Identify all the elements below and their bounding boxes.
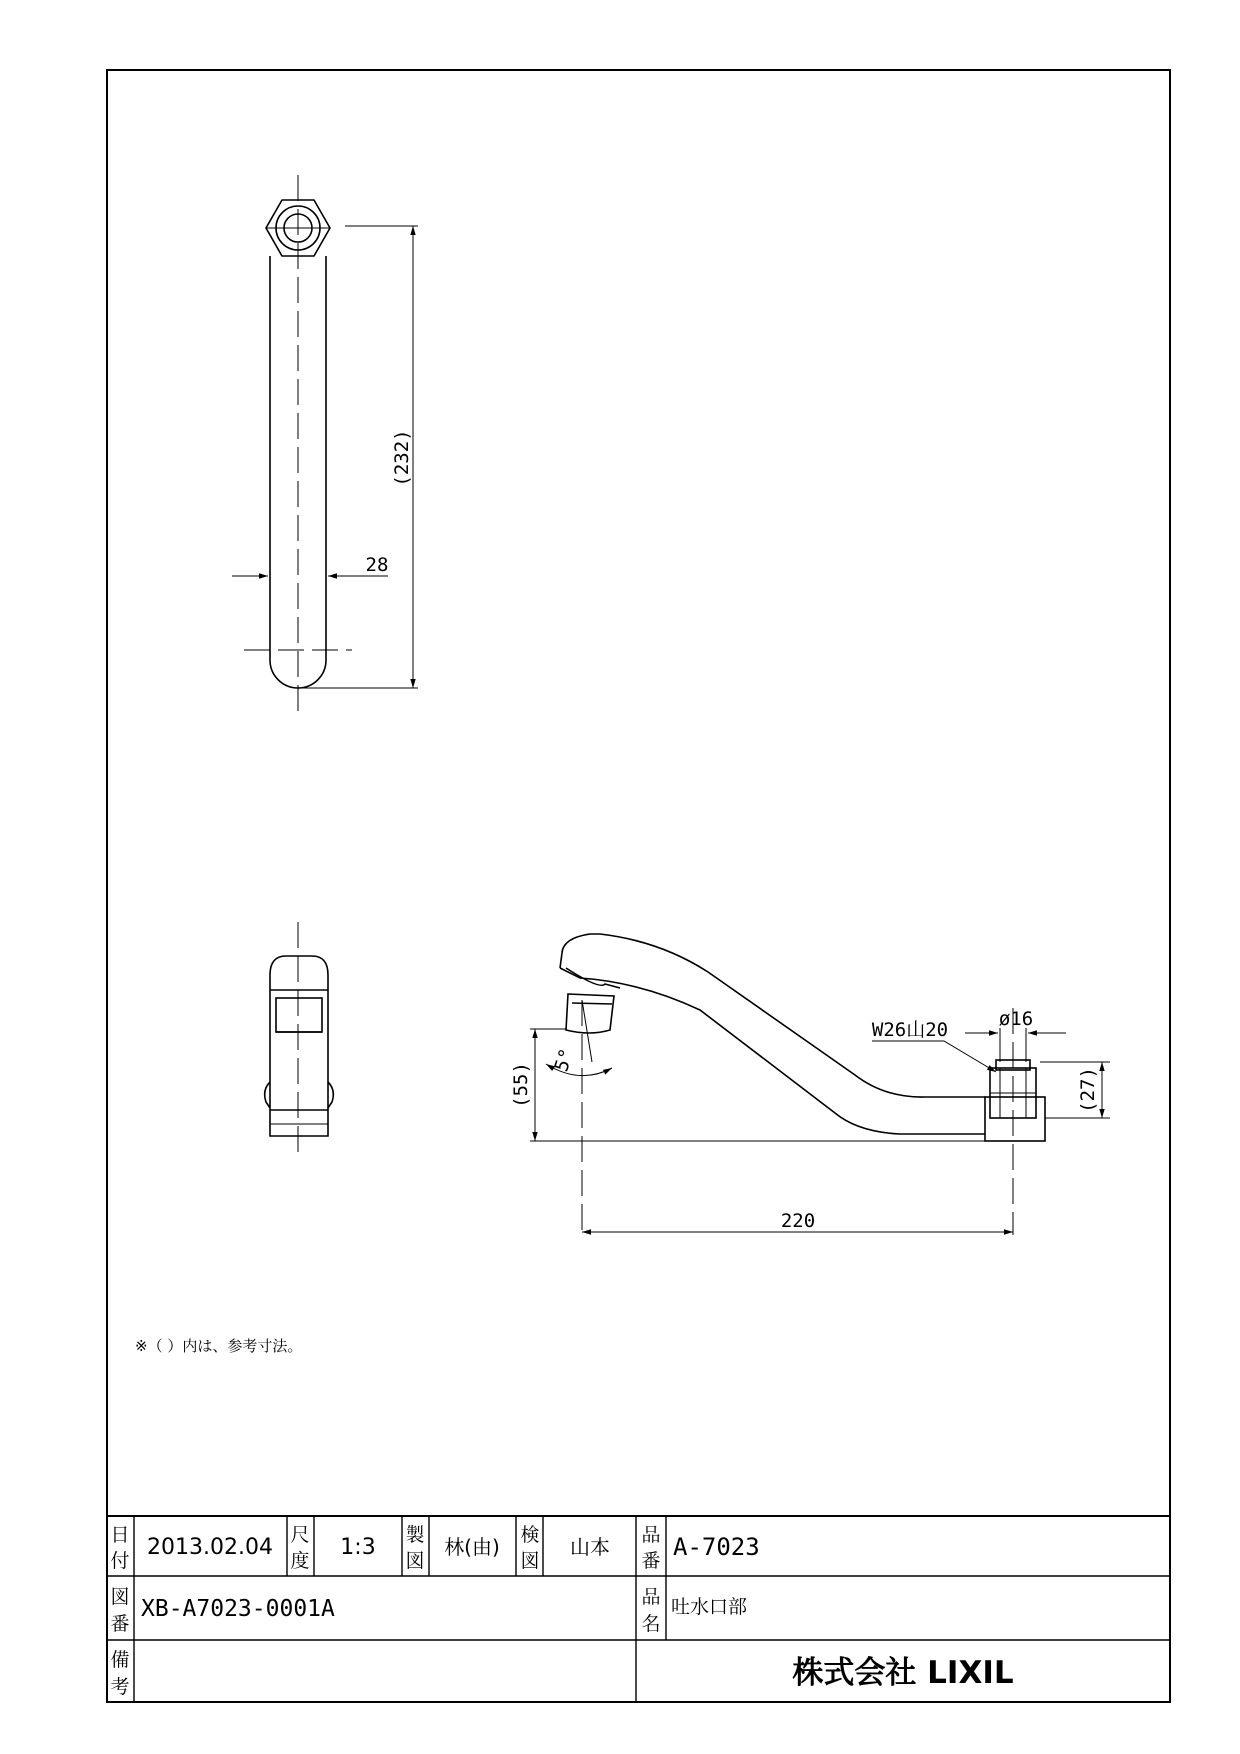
drawing-border xyxy=(107,70,1170,1702)
value-date: 2013.02.04 xyxy=(147,1535,273,1560)
label-part-name-1: 品 xyxy=(641,1586,661,1608)
label-drawing-no-1: 図 xyxy=(110,1586,130,1608)
dim-label-thread: W26山20 xyxy=(871,1019,949,1041)
aerator xyxy=(566,994,614,1033)
dim-label-27: (27) xyxy=(1077,1067,1099,1113)
side-view xyxy=(530,934,1110,1235)
dim-label-55: (55) xyxy=(510,1062,532,1108)
dim-label-5deg: 5° xyxy=(550,1045,579,1075)
value-part-no: A-7023 xyxy=(673,1533,760,1561)
value-part-name: 吐水口部 xyxy=(671,1596,748,1618)
label-part-no-2: 番 xyxy=(641,1550,661,1572)
label-remarks-1: 備 xyxy=(110,1649,130,1671)
company-name: 株式会社 LIXIL xyxy=(792,1655,1014,1691)
label-part-no-1: 品 xyxy=(641,1524,661,1546)
label-checked-1: 検 xyxy=(520,1524,540,1546)
dim-label-220: 220 xyxy=(780,1210,816,1232)
dim-label-232: (232) xyxy=(391,429,413,487)
label-drawing-no-2: 番 xyxy=(110,1613,130,1635)
dim-label-dia16: ø16 xyxy=(998,1008,1034,1030)
label-drawn-2: 図 xyxy=(405,1550,425,1572)
value-checked-by: 山本 xyxy=(570,1535,610,1559)
label-scale-2: 度 xyxy=(290,1550,310,1572)
label-date-1: 日 xyxy=(110,1524,130,1546)
value-drawn-by: 林(由) xyxy=(444,1535,500,1559)
value-drawing-no: XB-A7023-0001A xyxy=(141,1596,335,1622)
label-checked-2: 図 xyxy=(520,1550,540,1572)
label-scale-1: 尺 xyxy=(290,1524,310,1546)
label-remarks-2: 考 xyxy=(110,1676,130,1698)
end-view xyxy=(265,922,334,1160)
spout-outline xyxy=(562,934,985,1097)
dim-label-28: 28 xyxy=(365,554,389,576)
value-scale: 1:3 xyxy=(340,1535,376,1560)
label-date-2: 付 xyxy=(110,1550,130,1572)
label-drawn-1: 製 xyxy=(405,1524,425,1546)
reference-dimension-note: ※（ ）内は、参考寸法。 xyxy=(135,1337,303,1355)
label-part-name-2: 名 xyxy=(641,1613,661,1635)
